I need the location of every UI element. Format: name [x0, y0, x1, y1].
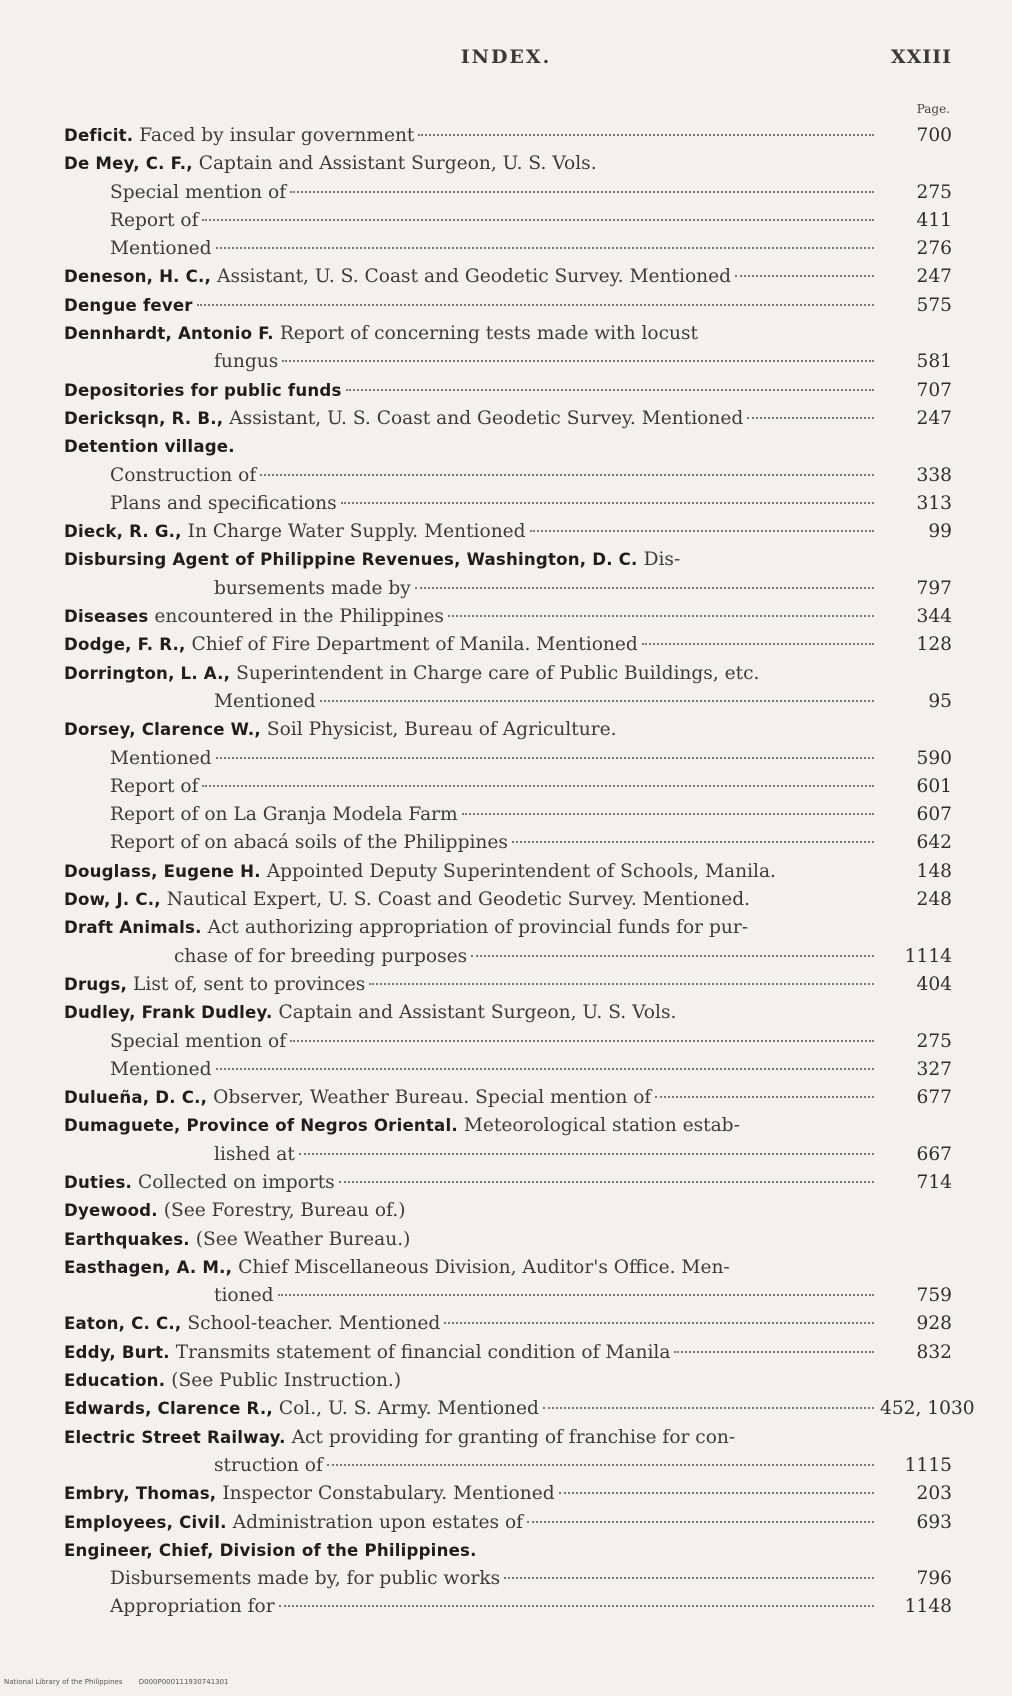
- index-entry: [64, 716, 952, 744]
- index-entry: [64, 829, 952, 857]
- entry-page-ref: 452, 1030: [880, 1398, 975, 1420]
- entry-subentry: Appropriation for: [110, 1596, 275, 1618]
- entry-page-ref: 338: [916, 464, 952, 486]
- index-entry: [64, 745, 952, 773]
- entry-content: [110, 179, 878, 207]
- entry-content: [110, 801, 878, 829]
- entry-page-ref: 313: [916, 492, 952, 514]
- page-title: INDEX.: [460, 46, 552, 68]
- dot-leader: [202, 785, 874, 787]
- index-entry: [64, 999, 952, 1027]
- entry-heading: Education.: [64, 1371, 166, 1391]
- entry-description: (See Weather Bureau.): [195, 1228, 411, 1250]
- index-entry: [64, 377, 952, 405]
- dot-leader: [747, 417, 874, 419]
- entry-heading: Deneson, H. C.,: [64, 267, 212, 287]
- entry-heading: Employees, Civil.: [64, 1512, 227, 1532]
- entry-page-ref: 832: [916, 1341, 952, 1363]
- footer-reference: D000P000111930741301: [138, 1678, 229, 1686]
- entry-continuation: fungus: [214, 351, 279, 373]
- index-entry: [64, 631, 952, 659]
- entry-page-ref: 99: [928, 521, 952, 543]
- entry-page-ref: 581: [916, 351, 952, 373]
- entry-subentry: Mentioned: [110, 238, 212, 260]
- entry-description: Administration upon estates of: [232, 1511, 524, 1533]
- dot-leader: [674, 1351, 874, 1353]
- entry-subentry: Mentioned: [110, 747, 212, 769]
- entry-content: [110, 235, 878, 263]
- index-entry: [64, 122, 952, 150]
- entry-page-ref: 642: [916, 832, 952, 854]
- entry-page-ref: 411: [916, 209, 952, 231]
- entry-page-ref: 667: [916, 1143, 952, 1165]
- dot-leader: [415, 587, 874, 589]
- dot-leader: [642, 643, 874, 645]
- index-entries: [64, 122, 975, 1622]
- index-entry: [64, 886, 952, 914]
- entry-description: encountered in the Philippines: [154, 606, 444, 628]
- dot-leader: [327, 1464, 874, 1466]
- entry-content: [174, 943, 878, 971]
- index-entry: [64, 348, 952, 376]
- dot-leader: [260, 474, 874, 476]
- index-entry: [64, 462, 952, 490]
- entry-content: [64, 858, 878, 886]
- entry-heading: Earthquakes.: [64, 1229, 190, 1249]
- entry-content: [64, 716, 878, 744]
- entry-content: [64, 971, 878, 999]
- entry-continuation: bursements made by: [214, 577, 411, 599]
- entry-page-ref: 248: [916, 889, 952, 911]
- entry-content: [64, 405, 878, 433]
- index-entry: [64, 914, 952, 942]
- entry-page-ref: 247: [916, 266, 952, 288]
- entry-content: [64, 603, 878, 631]
- index-entry: [64, 292, 952, 320]
- entry-content: [64, 292, 878, 320]
- entry-description: Captain and Assistant Surgeon, U. S. Vols.: [278, 1002, 677, 1024]
- index-entry: [64, 1028, 952, 1056]
- entry-heading: Douglass, Eugene H.: [64, 861, 261, 881]
- entry-content: [64, 1339, 878, 1367]
- entry-description: Transmits statement of financial condition of Manila: [175, 1341, 671, 1363]
- footer: [4, 1678, 243, 1686]
- entry-description: Soil Physicist, Bureau of Agriculture.: [266, 719, 617, 741]
- dot-leader: [216, 1068, 874, 1070]
- dot-leader: [320, 700, 874, 702]
- entry-content: [64, 320, 878, 348]
- dot-leader: [216, 757, 874, 759]
- entry-content: [214, 688, 878, 716]
- index-entry: [64, 1141, 952, 1169]
- dot-leader: [346, 389, 874, 391]
- index-entry: [64, 575, 952, 603]
- entry-heading: Easthagen, A. M.,: [64, 1257, 233, 1277]
- dot-leader: [278, 1294, 875, 1296]
- entry-heading: Dorsey, Clarence W.,: [64, 720, 261, 740]
- entry-heading: Eaton, C. C.,: [64, 1314, 182, 1334]
- dot-leader: [202, 219, 874, 221]
- entry-description: Act providing for granting of franchise for con-: [291, 1426, 736, 1448]
- entry-description: Meteorological station estab-: [463, 1115, 740, 1137]
- entry-content: [214, 348, 878, 376]
- entry-heading: Dennhardt, Antonio F.: [64, 324, 274, 344]
- entry-subentry: Report of on abacá soils of the Philippines: [110, 832, 508, 854]
- index-entry: [64, 1509, 952, 1537]
- entry-heading: Eddy, Burt.: [64, 1342, 170, 1362]
- entry-description: Chief Miscellaneous Division, Auditor's Office. Men-: [238, 1256, 730, 1278]
- entry-page-ref: 327: [916, 1058, 952, 1080]
- dot-leader: [530, 530, 874, 532]
- dot-leader: [527, 1521, 874, 1523]
- dot-leader: [418, 134, 874, 136]
- page-number: XXIII: [890, 46, 952, 68]
- entry-content: [64, 660, 878, 688]
- entry-page-ref: 275: [916, 1030, 952, 1052]
- dot-leader: [290, 191, 874, 193]
- index-entry: [64, 207, 952, 235]
- index-entry: [64, 1537, 952, 1565]
- index-entry: [64, 943, 952, 971]
- dot-leader: [299, 1153, 874, 1155]
- entry-heading: Diseases: [64, 607, 149, 627]
- entry-subentry: Special mention of: [110, 181, 287, 203]
- entry-continuation: Mentioned: [214, 690, 316, 712]
- page-header: [60, 46, 952, 76]
- entry-heading: Dow, J. C.,: [64, 890, 161, 910]
- dot-leader: [543, 1407, 874, 1409]
- entry-subentry: Report of on La Granja Modela Farm: [110, 804, 458, 826]
- index-entry: [64, 1084, 952, 1112]
- index-entry: [64, 1480, 952, 1508]
- entry-description: (See Public Instruction.): [171, 1370, 402, 1392]
- entry-heading: Deficit.: [64, 126, 134, 145]
- entry-description: Assistant, U. S. Coast and Geodetic Survey. Mentioned: [229, 407, 744, 429]
- entry-description: Inspector Constabulary. Mentioned: [222, 1483, 555, 1505]
- entry-subentry: Disbursements made by, for public works: [110, 1568, 501, 1590]
- entry-description: Chief of Fire Department of Manila. Mentioned: [191, 634, 638, 656]
- entry-description: Superintendent in Charge care of Public Buildings, etc.: [236, 662, 760, 684]
- entry-heading: Dodge, F. R.,: [64, 635, 186, 655]
- entry-continuation: tioned: [214, 1285, 274, 1307]
- dot-leader: [444, 1322, 874, 1324]
- dot-leader: [512, 841, 874, 843]
- entry-description: Report of concerning tests made with locust: [279, 323, 699, 345]
- index-entry: [64, 263, 952, 291]
- index-entry: [64, 660, 952, 688]
- entry-page-ref: 404: [916, 973, 952, 995]
- entry-heading: Drugs,: [64, 974, 128, 994]
- entry-page-ref: 247: [916, 407, 952, 429]
- entry-heading: Detention village.: [64, 437, 235, 457]
- entry-subentry: Report of: [110, 775, 199, 797]
- entry-heading: Dorrington, L. A.,: [64, 663, 231, 683]
- entry-description: In Charge Water Supply. Mentioned: [187, 521, 526, 543]
- entry-page-ref: 759: [916, 1285, 952, 1307]
- entry-heading: Dieck, R. G.,: [64, 522, 182, 542]
- entry-description: Captain and Assistant Surgeon, U. S. Vols.: [198, 153, 597, 175]
- entry-content: [64, 631, 878, 659]
- entry-content: [64, 122, 878, 150]
- entry-heading: Engineer, Chief, Division of the Philippines.: [64, 1540, 477, 1560]
- entry-description: Faced by insular government: [139, 125, 415, 146]
- entry-content: [110, 829, 878, 857]
- index-entry: [64, 518, 952, 546]
- dot-leader: [504, 1577, 874, 1579]
- entry-content: [110, 1593, 878, 1621]
- entry-content: [64, 999, 878, 1027]
- entry-heading: Electric Street Railway.: [64, 1427, 286, 1447]
- index-entry: [64, 603, 952, 631]
- entry-page-ref: 928: [916, 1313, 952, 1335]
- dot-leader: [559, 1492, 874, 1494]
- entry-content: [214, 575, 878, 603]
- dot-leader: [369, 983, 874, 985]
- entry-heading: Dulueña, D. C.,: [64, 1088, 208, 1108]
- index-entry: [64, 1565, 952, 1593]
- dot-leader: [290, 1040, 874, 1042]
- entry-description: Act authorizing appropriation of provincial funds for pur-: [207, 917, 748, 939]
- page-column-label: Page.: [916, 102, 950, 116]
- entry-page-ref: 276: [916, 238, 952, 260]
- index-entry: [64, 1395, 975, 1423]
- entry-description: Observer, Weather Bureau. Special mention of: [213, 1087, 652, 1109]
- entry-subentry: Report of: [110, 209, 199, 231]
- entry-heading: Dudley, Frank Dudley.: [64, 1003, 273, 1023]
- entry-content: [64, 1395, 878, 1423]
- index-entry: [64, 1310, 952, 1338]
- index-entry: [64, 235, 952, 263]
- index-entry: [64, 1367, 952, 1395]
- entry-page-ref: 607: [916, 804, 952, 826]
- entry-heading: Dengue fever: [64, 295, 193, 315]
- entry-page-ref: 128: [916, 634, 952, 656]
- entry-content: [64, 1537, 878, 1565]
- entry-content: [64, 377, 878, 405]
- index-entry: [64, 1593, 952, 1621]
- index-entry: [64, 1226, 952, 1254]
- index-entry: [64, 971, 952, 999]
- entry-content: [64, 1367, 878, 1395]
- entry-heading: Dericksqn, R. B.,: [64, 408, 224, 428]
- entry-content: [214, 1452, 878, 1480]
- entry-page-ref: 575: [916, 294, 952, 316]
- entry-heading: Draft Animals.: [64, 918, 202, 938]
- footer-library: National Library of the Philippines: [4, 1678, 123, 1686]
- entry-page-ref: 693: [916, 1511, 952, 1533]
- entry-heading: Dyewood.: [64, 1201, 158, 1221]
- entry-content: [64, 1480, 878, 1508]
- index-entry: [64, 1452, 952, 1480]
- entry-description: Appointed Deputy Superintendent of Schools, Manila.: [266, 860, 776, 882]
- entry-page-ref: 797: [916, 577, 952, 599]
- dot-leader: [448, 615, 874, 617]
- entry-heading: Embry, Thomas,: [64, 1484, 217, 1504]
- entry-content: [64, 1509, 878, 1537]
- index-entry: [64, 1254, 952, 1282]
- index-entry: [64, 688, 952, 716]
- entry-content: [64, 1424, 878, 1452]
- entry-content: [64, 1197, 878, 1225]
- entry-page-ref: 707: [916, 379, 952, 401]
- entry-page-ref: 148: [916, 860, 952, 882]
- index-entry: [64, 320, 952, 348]
- entry-content: [110, 745, 878, 773]
- entry-page-ref: 95: [928, 690, 952, 712]
- index-entry: [64, 433, 952, 461]
- entry-page-ref: 275: [916, 181, 952, 203]
- entry-content: [110, 207, 878, 235]
- dot-leader: [282, 360, 874, 362]
- entry-content: [64, 1254, 878, 1282]
- entry-heading: Dumaguete, Province of Negros Oriental.: [64, 1116, 458, 1136]
- entry-description: School-teacher. Mentioned: [187, 1313, 441, 1335]
- index-entry: [64, 150, 952, 178]
- entry-content: [110, 490, 878, 518]
- index-entry: [64, 1056, 952, 1084]
- entry-page-ref: 590: [916, 747, 952, 769]
- index-entry: [64, 773, 952, 801]
- index-entry: [64, 179, 952, 207]
- entry-description: List of, sent to provinces: [133, 973, 366, 995]
- index-entry: [64, 1282, 952, 1310]
- dot-leader: [197, 304, 874, 306]
- dot-leader: [216, 247, 874, 249]
- entry-description: Dis-: [643, 549, 681, 571]
- entry-content: [64, 546, 878, 574]
- dot-leader: [462, 813, 874, 815]
- entry-page-ref: 700: [916, 125, 952, 146]
- index-entry: [64, 1424, 952, 1452]
- entry-page-ref: 714: [916, 1171, 952, 1193]
- entry-page-ref: 203: [916, 1483, 952, 1505]
- entry-page-ref: 796: [916, 1568, 952, 1590]
- index-entry: [64, 801, 952, 829]
- entry-page-ref: 1148: [904, 1596, 952, 1618]
- entry-content: [110, 462, 878, 490]
- index-entry: [64, 1339, 952, 1367]
- entry-content: [64, 1169, 878, 1197]
- index-entry: [64, 1197, 952, 1225]
- entry-description: Assistant, U. S. Coast and Geodetic Survey. Mentioned: [217, 266, 732, 288]
- entry-heading: Disbursing Agent of Philippine Revenues, Washington, D. C.: [64, 550, 638, 570]
- entry-subentry: Special mention of: [110, 1030, 287, 1052]
- index-entry: [64, 1169, 952, 1197]
- index-entry: [64, 1112, 952, 1140]
- dot-leader: [471, 955, 874, 957]
- entry-description: Col., U. S. Army. Mentioned: [278, 1398, 539, 1420]
- entry-content: [110, 1028, 878, 1056]
- index-entry: [64, 546, 952, 574]
- entry-page-ref: 1114: [904, 945, 952, 967]
- entry-description: (See Forestry, Bureau of.): [163, 1200, 406, 1222]
- entry-content: [64, 1112, 878, 1140]
- entry-subentry: Construction of: [110, 464, 257, 486]
- entry-content: [64, 886, 878, 914]
- entry-description: Collected on imports: [138, 1171, 335, 1193]
- entry-content: [64, 518, 878, 546]
- dot-leader: [341, 502, 874, 504]
- entry-content: [110, 773, 878, 801]
- entry-page-ref: 601: [916, 775, 952, 797]
- dot-leader: [655, 1096, 874, 1098]
- entry-page-ref: 344: [916, 606, 952, 628]
- entry-content: [214, 1282, 878, 1310]
- entry-continuation: struction of: [214, 1454, 323, 1476]
- entry-heading: Edwards, Clarence R.,: [64, 1399, 273, 1419]
- entry-heading: Duties.: [64, 1172, 133, 1192]
- index-entry: [64, 490, 952, 518]
- entry-content: [110, 1565, 878, 1593]
- entry-continuation: lished at: [214, 1143, 295, 1165]
- entry-content: [64, 263, 878, 291]
- entry-heading: Depositories for public funds: [64, 380, 342, 400]
- entry-content: [64, 914, 878, 942]
- index-entry: [64, 405, 952, 433]
- entry-subentry: Mentioned: [110, 1058, 212, 1080]
- entry-continuation: chase of for breeding purposes: [174, 945, 468, 967]
- dot-leader: [279, 1605, 874, 1607]
- dot-leader: [735, 275, 874, 277]
- index-entry: [64, 858, 952, 886]
- entry-page-ref: 677: [916, 1087, 952, 1109]
- entry-page-ref: 1115: [904, 1454, 952, 1476]
- entry-content: [64, 1084, 878, 1112]
- entry-heading: De Mey, C. F.,: [64, 154, 193, 174]
- entry-content: [64, 1226, 878, 1254]
- entry-description: Nautical Expert, U. S. Coast and Geodetic Survey. Mentioned.: [166, 889, 751, 911]
- entry-content: [110, 1056, 878, 1084]
- dot-leader: [339, 1181, 874, 1183]
- entry-content: [64, 150, 878, 178]
- entry-subentry: Plans and specifications: [110, 492, 337, 514]
- entry-content: [64, 433, 878, 461]
- entry-content: [64, 1310, 878, 1338]
- entry-content: [214, 1141, 878, 1169]
